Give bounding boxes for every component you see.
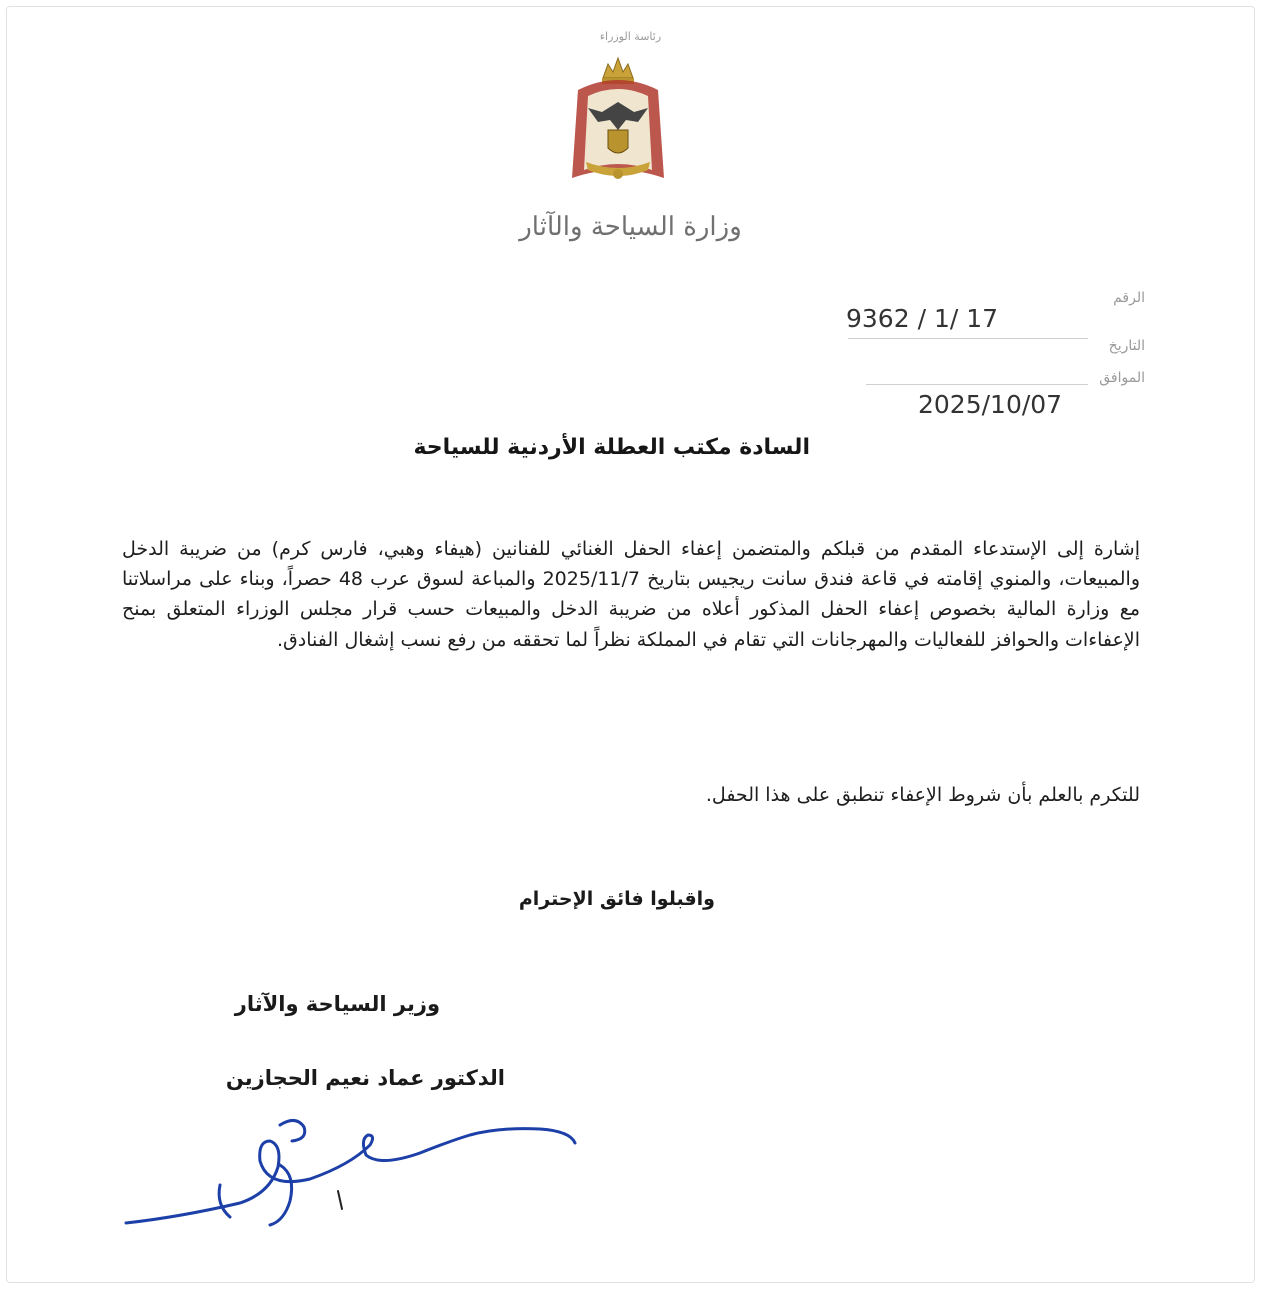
reference-number-label: الرقم xyxy=(1113,290,1145,306)
date-line xyxy=(866,384,1088,385)
corresponding-date-value: 2025/10/07 xyxy=(918,390,1063,419)
closing-line: واقبلوا فائق الإحترام xyxy=(518,888,715,910)
signatory-title: وزير السياحة والآثار xyxy=(234,992,440,1016)
header-top-small-text: رئاسة الوزراء xyxy=(599,30,662,43)
date-label: التاريخ xyxy=(1108,338,1145,354)
signatory-name: الدكتور عماد نعيم الحجازين xyxy=(225,1066,505,1090)
coat-of-arms-icon xyxy=(558,50,678,190)
ministry-name: وزارة السياحة والآثار xyxy=(519,212,742,242)
reference-number-line xyxy=(848,338,1088,339)
reference-number-value: 9362 / 1/ 17 xyxy=(846,304,999,333)
letter-body: إشارة إلى الإستدعاء المقدم من قبلكم والمتضمن إعفاء الحفل الغنائي للفنانين (هيفاء وهبي، فارس كرم) من ضريبة الدخل والمبيعات، والمنوي إقامته في قاعة فندق سانت ريجيس بتاريخ 2025/11/7 والمباعة لسوق عرب 48 حصراً، وبناء على مراسلاتنا مع وزارة المالية بخصوص إعفاء الحفل المذكور أعلاه من ضريبة الدخل والمبيعات حسب قرار مجلس الوزراء المتعلق بمنح الإعفاءات والحوافز للفعاليات والمهرجانات التي تقام في المملكة نظراً لما تحققه من رفع نسب إشغال الفنادق. xyxy=(122,538,1140,651)
letter-note: للتكرم بالعلم بأن شروط الإعفاء تنطبق على هذا الحفل. xyxy=(705,784,1140,806)
addressee: السادة مكتب العطلة الأردنية للسياحة xyxy=(413,435,810,460)
handwritten-signature xyxy=(120,1105,590,1245)
corresponding-date-label: الموافق xyxy=(1099,370,1145,386)
